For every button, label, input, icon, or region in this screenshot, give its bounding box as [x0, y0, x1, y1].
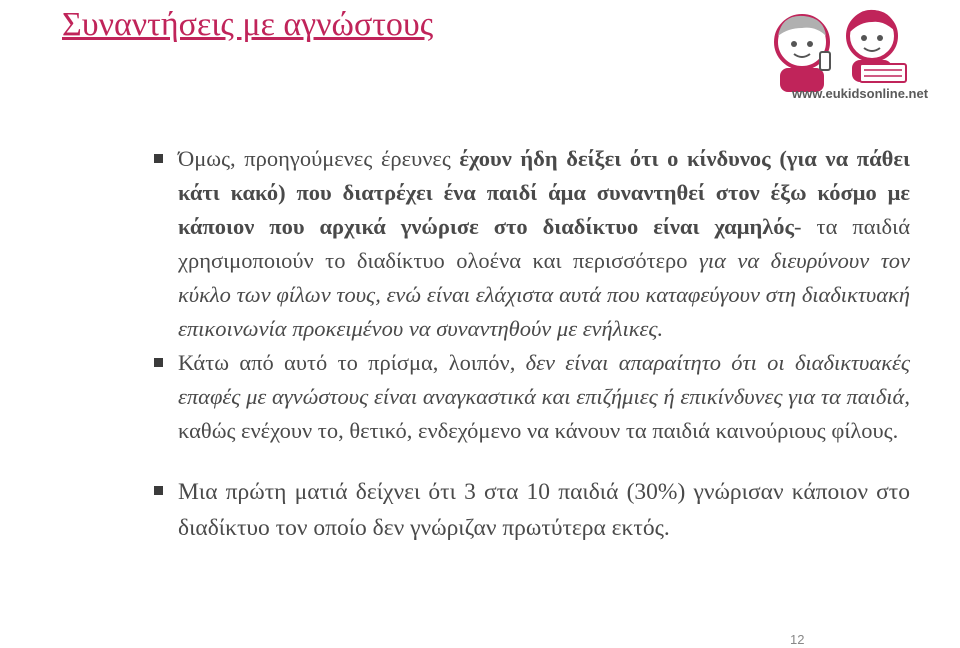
square-bullet-icon	[154, 358, 163, 367]
bullet-text-italic: δεν είναι απαραίτητο ότι οι διαδικτυακές επαφές με αγνώστους είναι αναγκαστικά και επιζήμιες ή επικίνδυνες για τα παιδιά	[178, 350, 910, 409]
bullet-text: , καθώς ενέχουν το, θετικό, ενδεχόμενο να κάνουν τα παιδιά καινούριους φίλους.	[178, 384, 910, 443]
boy-figure-icon	[776, 16, 830, 92]
slide-body	[178, 142, 910, 546]
logo-url-text: www.eukidsonline.net	[792, 86, 929, 101]
bullet-text: - τα παιδιά χρησιμοποιούν το διαδίκτυο ολοένα και περισσότερο	[178, 214, 910, 273]
bullet-item	[178, 346, 910, 448]
bullet-text: Μια πρώτη ματιά δείχνει ότι 3 στα 10 παιδιά (30%) γνώρισαν κάποιον στο διαδίκτυο τον οποίο δεν γνώριζαν πρωτύτερα εκτός.	[178, 479, 910, 541]
page-number: 12	[790, 632, 805, 647]
bullet-item	[178, 474, 910, 546]
bullet-item	[178, 142, 910, 346]
bullet-text: Όμως, προηγούμενες έρευνες	[178, 146, 460, 171]
square-bullet-icon	[154, 486, 163, 495]
square-bullet-icon	[154, 154, 163, 163]
bullet-text-italic: για να διευρύνουν τον κύκλο των φίλων τους, ενώ είναι ελάχιστα αυτά που καταφεύγουν στη διαδικτυακή επικοινωνία προκειμένου να συναντηθούν με ενήλικες.	[178, 248, 910, 341]
bullet-text-bold: έχουν ήδη δείξει ότι ο κίνδυνος (για να πάθει κάτι κακό) που διατρέχει ένα παιδί άμα συναντηθεί στον έξω κόσμο με κάποιον που αρχικά γνώρισε στο διαδίκτυο είναι χαμηλός	[178, 146, 911, 239]
girl-figure-icon	[848, 10, 906, 82]
bullet-text: Κάτω από αυτό το πρίσμα, λοιπόν,	[178, 350, 526, 375]
slide-title: Συναντήσεις με αγνώστους	[62, 6, 434, 43]
